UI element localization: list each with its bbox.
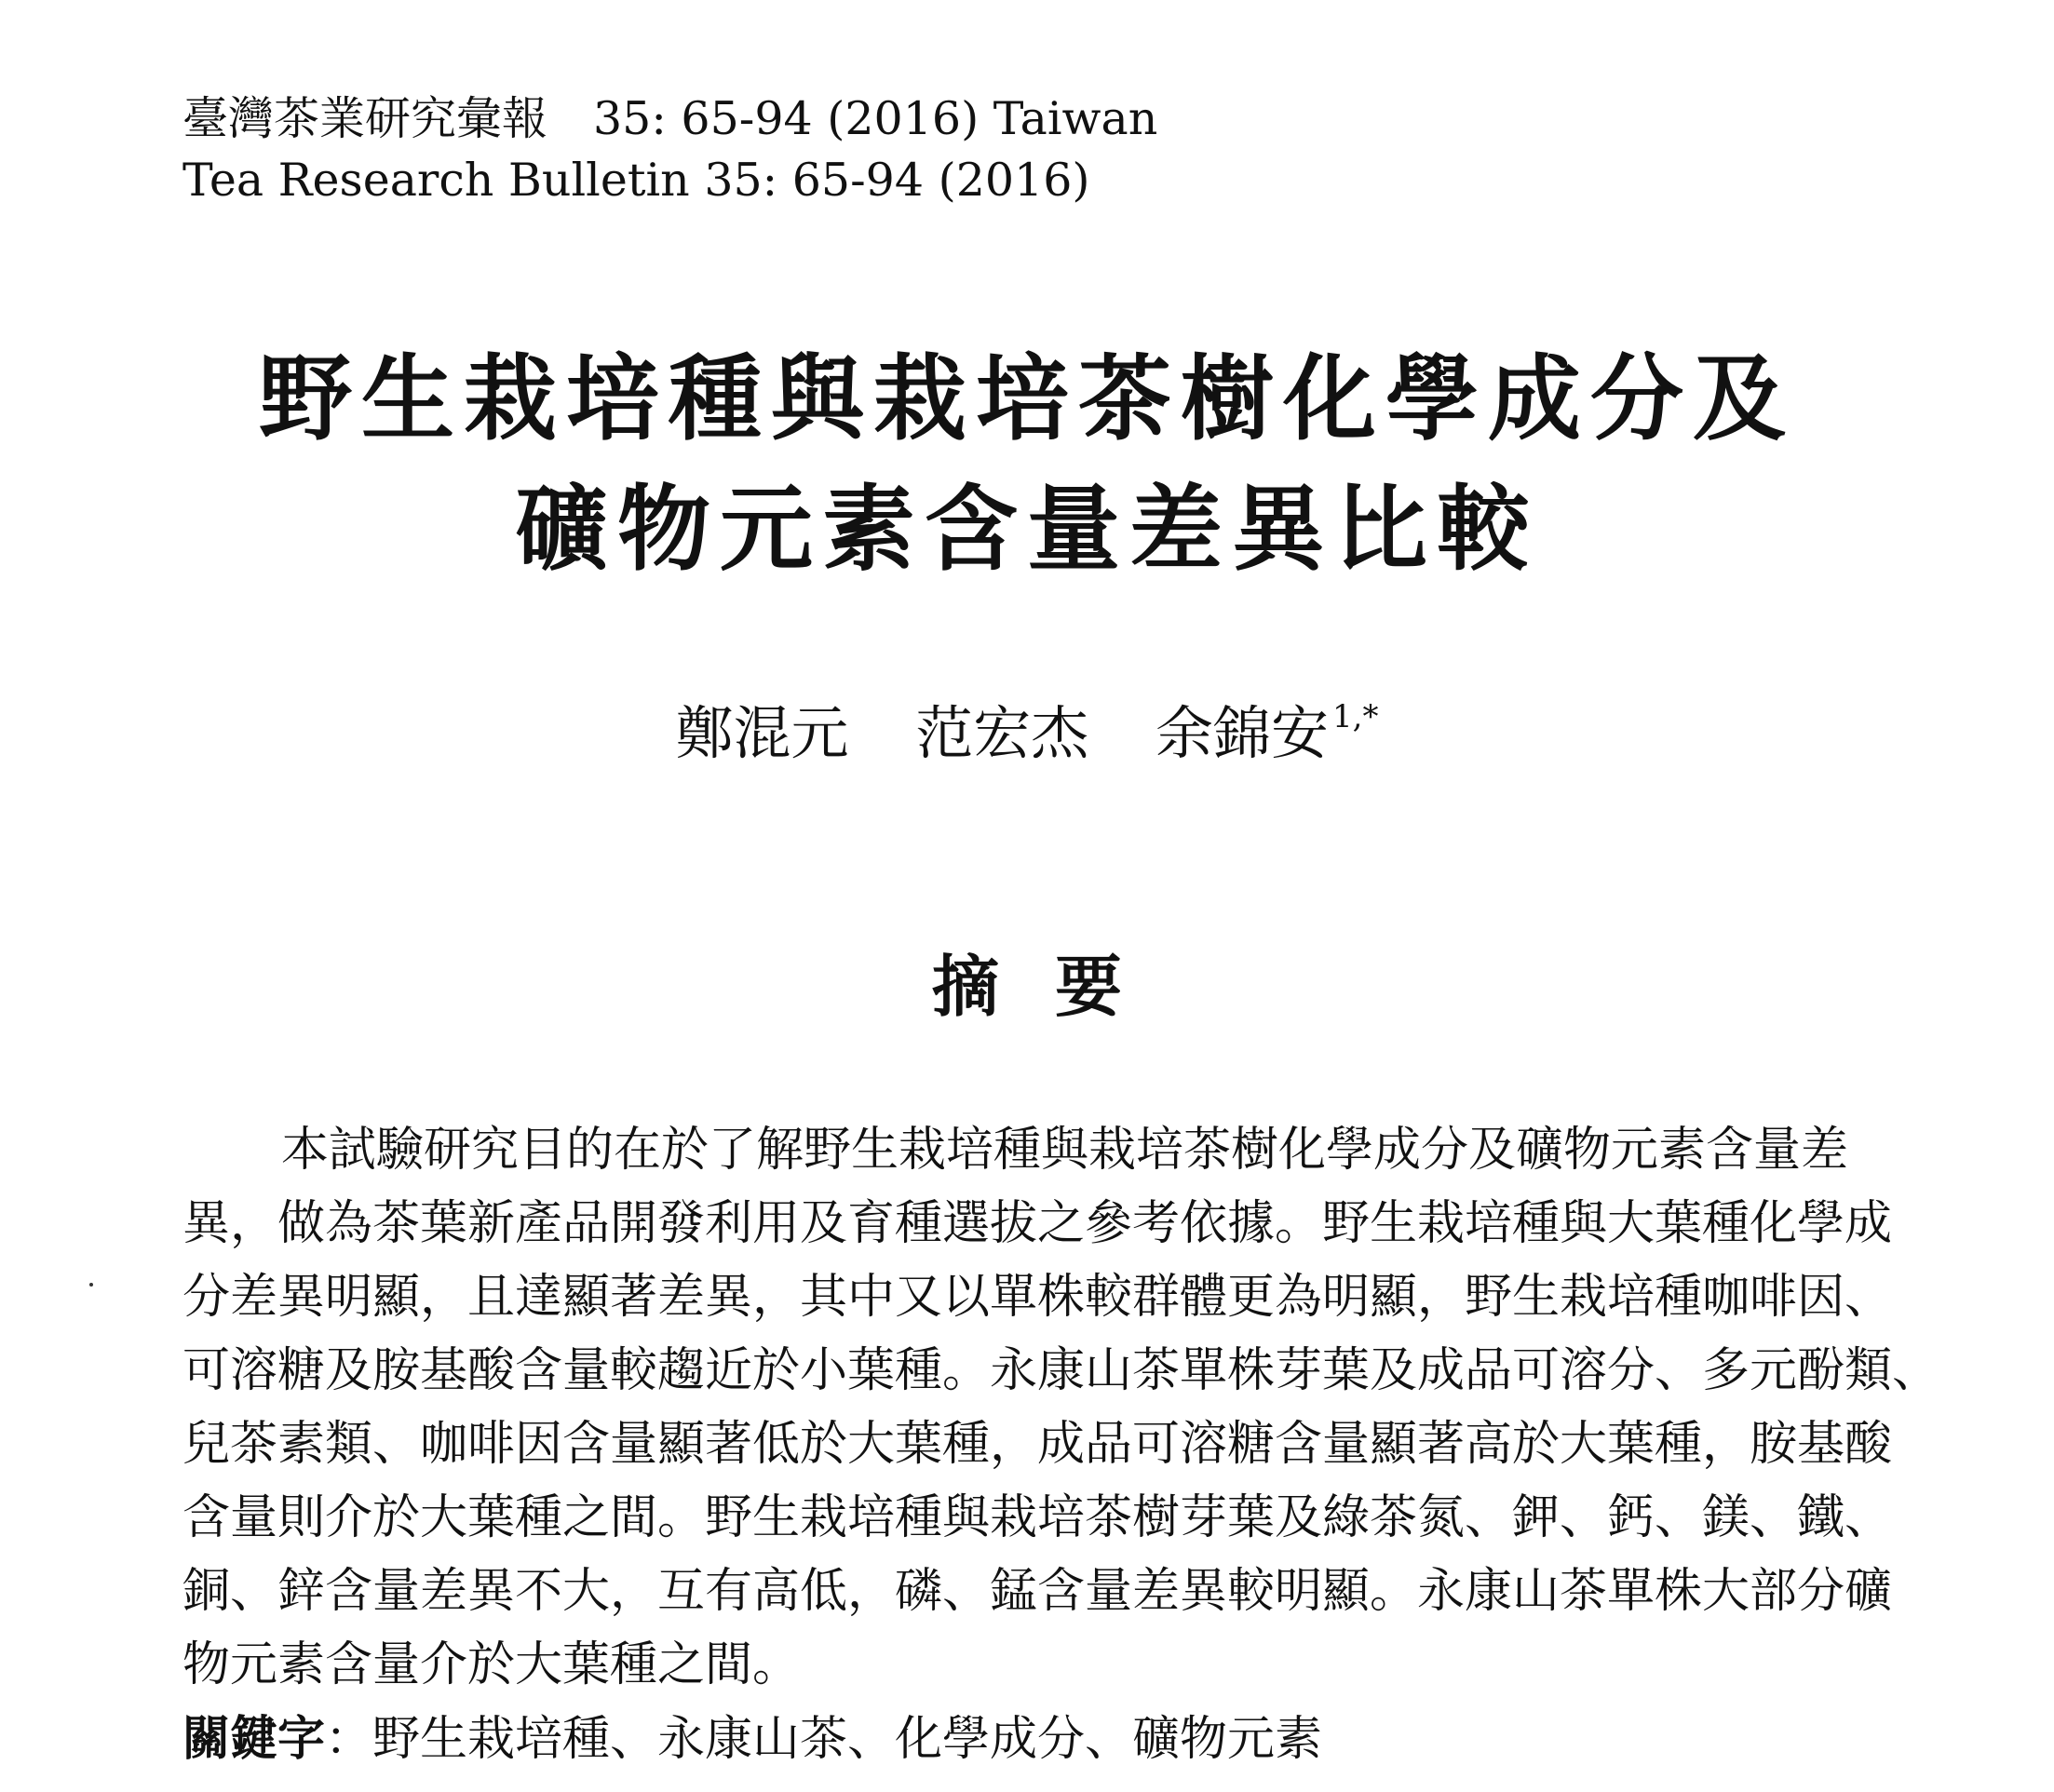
abstract-line: 兒茶素類、咖啡因含量顯著低於大葉種，成品可溶糖含量顯著高於大葉種，胺基酸 bbox=[182, 1417, 1893, 1472]
author-name: 鄭混元 bbox=[675, 699, 849, 767]
margin-dot bbox=[89, 1283, 93, 1287]
keywords-label: 關鍵字 bbox=[182, 1712, 326, 1767]
abstract-line: 含量則介於大葉種之間。野生栽培種與栽培茶樹芽葉及綠茶氮、鉀、鈣、鎂、鐵、 bbox=[182, 1490, 1893, 1545]
abstract-line: 銅、鋅含量差異不大，互有高低，磷、錳含量差異較明顯。永康山茶單株大部分礦 bbox=[182, 1564, 1893, 1619]
abstract-line: 分差異明顯，且達顯著差異，其中又以單株較群體更為明顯，野生栽培種咖啡因、 bbox=[182, 1270, 1893, 1325]
journal-citation-english: Tea Research Bulletin 35: 65-94 (2016) bbox=[182, 154, 1090, 207]
paper-title-line-2: 礦物元素含量差異比較 bbox=[515, 475, 1539, 584]
author-name: 范宏杰 bbox=[915, 699, 1089, 767]
keywords-text: 野生栽培種、永康山茶、化學成分、礦物元素 bbox=[372, 1712, 1323, 1767]
author-name-with-affiliation bbox=[1155, 680, 1378, 771]
abstract-heading: 摘要 bbox=[931, 948, 1178, 1026]
keywords bbox=[182, 1703, 1322, 1776]
paper-title-line-1: 野生栽培種與栽培茶樹化學成分及 bbox=[259, 344, 1795, 453]
author-list bbox=[0, 680, 2054, 771]
journal-citation-chinese: 臺灣茶業研究彙報 35: 65-94 (2016) Taiwan bbox=[182, 92, 1158, 145]
affiliation-superscript: 1,* bbox=[1332, 698, 1379, 735]
abstract-line: 可溶糖及胺基酸含量較趨近於小葉種。永康山茶單株芽葉及成品可溶分、多元酚類、 bbox=[182, 1343, 1940, 1398]
abstract-line: 異，做為茶葉新產品開發利用及育種選拔之參考依據。野生栽培種與大葉種化學成 bbox=[182, 1196, 1893, 1251]
author-name: 余錦安 bbox=[1155, 699, 1330, 767]
abstract-line: 物元素含量介於大葉種之間。 bbox=[182, 1637, 801, 1692]
abstract-body bbox=[182, 1113, 1989, 1702]
abstract-line: 本試驗研究目的在於了解野生栽培種與栽培茶樹化學成分及礦物元素含量差 bbox=[281, 1123, 1849, 1178]
keywords-separator: ： bbox=[325, 1712, 373, 1767]
